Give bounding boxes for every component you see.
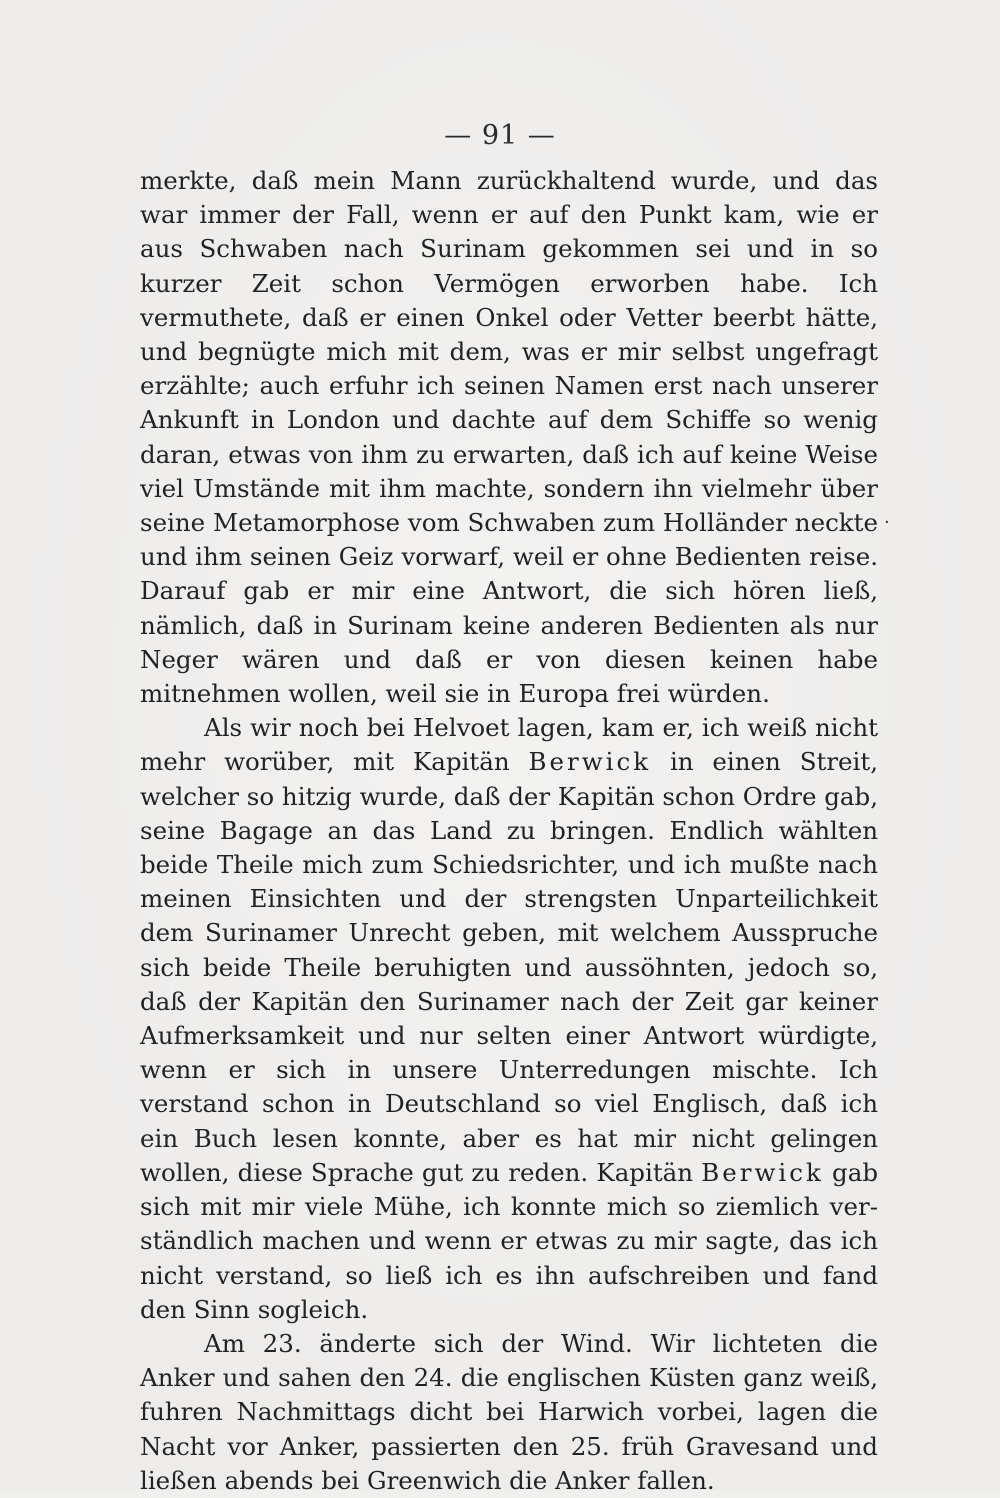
name-berwick: Berwick	[528, 747, 652, 777]
margin-mark: ·	[884, 512, 890, 533]
paragraph-2	[140, 711, 878, 1327]
paragraph-2-part-3: gab sich mit mir viele Mühe, ich konnte mich so ziemlich verständlich machen und wenn er etwas zu mir sagte, das ich nicht verstand, so ließ ich es ihn aufschreiben und fand den Sinn sogleich.	[140, 1157, 879, 1324]
body-text	[140, 164, 878, 1498]
paragraph-2-part-1: Als wir noch bei Helvoet lagen, kam er, ich weiß nicht mehr worüber, mit Kapitän	[140, 713, 878, 777]
paragraph-1: merkte, daß mein Mann zurückhaltend wurde, und das war immer der Fall, wenn er auf den Punkt kam, wie er aus Schwaben nach Surinam gekommen sei und in so kurzer Zeit schon Vermögen erworben habe. Ich vermuthete, daß er einen Onkel oder Vetter beerbt hätte, und begnügte mich mit dem, was er mir selbst ungefragt erzählte; auch erfuhr ich seinen Namen erst nach unserer Ankunft in London und dachte auf dem Schiffe so wenig daran, etwas von ihm zu erwarten, daß ich auf keine Weise viel Umstände mit ihm machte, sondern ihn vielmehr über seine Metamorphose vom Schwaben zum Holländer neckte und ihm seinen Geiz vorwarf, weil er ohne Bedienten reise. Darauf gab er mir eine Antwort, die sich hören ließ, nämlich, daß in Surinam keine anderen Bedienten als nur Neger wären und daß er von diesen keinen habe mitnehmen wollen, weil sie in Europa frei würden.	[140, 166, 878, 709]
paragraph-2-part-2: in einen Streit, welcher so hitzig wurde, daß der Kapitän schon Ordre gab, seine Bagage an das Land zu bringen. Endlich wählten beide Theile mich zum Schiedsrichter, und ich mußte nach meinen Einsichten und der strengsten Unparteilichkeit dem Surinamer Unrecht geben, mit welchem Ausspruche sich beide Theile beruhigten und aussöhnten, jedoch so, daß der Kapitän den Surinamer nach der Zeit gar keiner Aufmerksamkeit und nur selten einer Antwort würdigte, wenn er sich in unsere Unterredungen mischte. Ich verstand schon in Deutschland so viel Englisch, daß ich ein Buch lesen konnte, aber es hat mir nicht gelingen wollen, diese Sprache gut zu reden. Kapitän	[140, 747, 879, 1187]
paragraph-3: Am 23. änderte sich der Wind. Wir lichteten die Anker und sahen den 24. die englischen Küsten ganz weiß, fuhren Nachmittags dicht bei Harwich vorbei, lagen die Nacht vor Anker, passierten den 25. früh Gravesand und ließen abends bei Greenwich die Anker fallen.	[140, 1328, 878, 1495]
page-number: — 91 —	[444, 120, 556, 151]
name-berwick: Berwick	[701, 1157, 824, 1187]
